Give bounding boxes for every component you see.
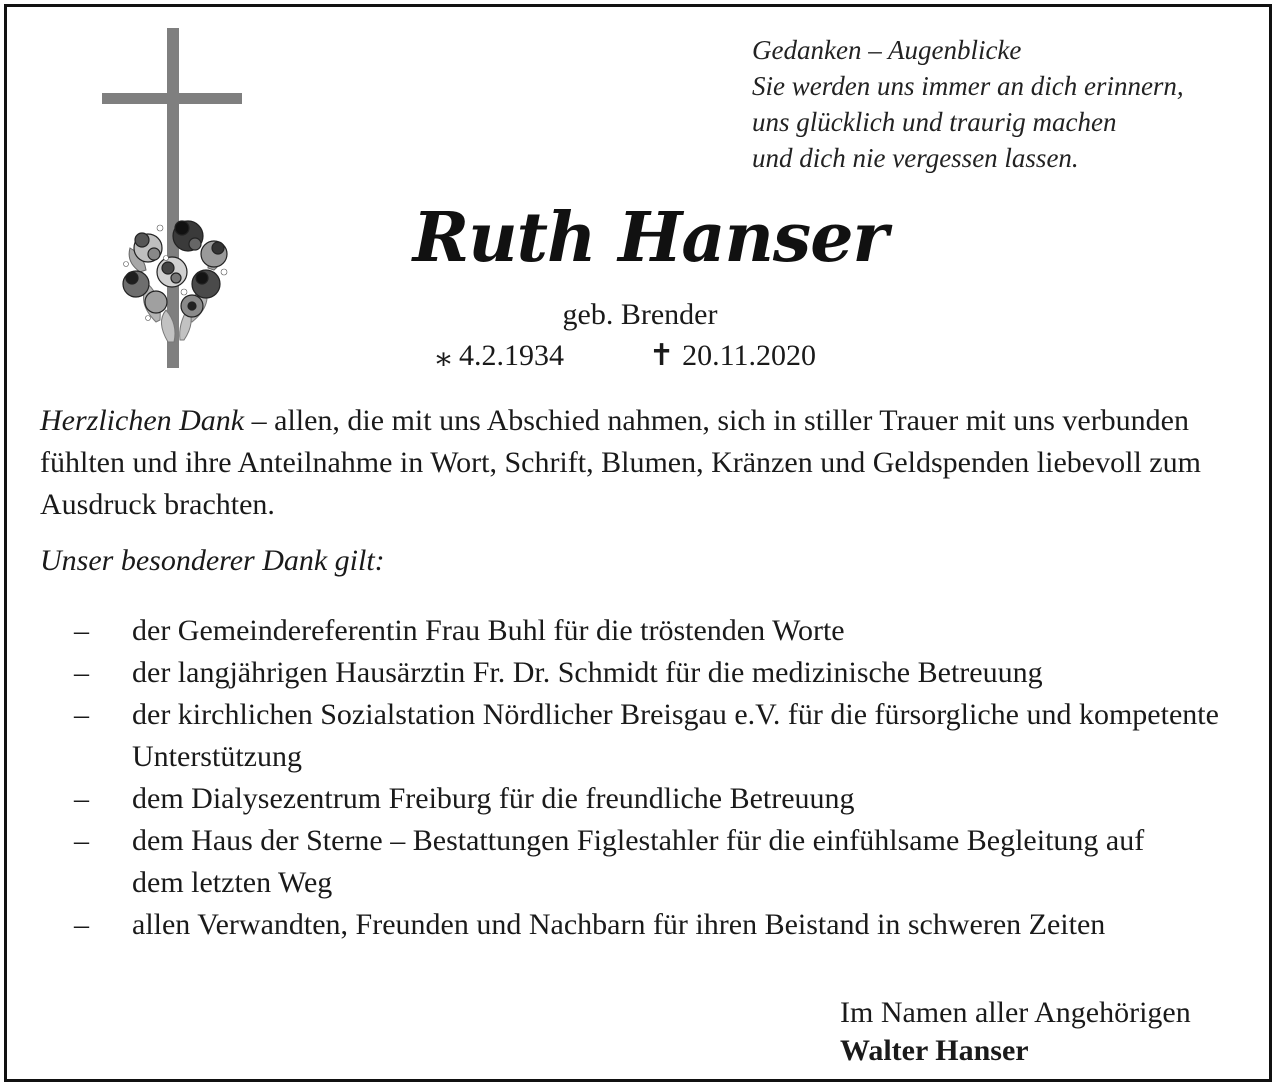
list-dash: – — [74, 908, 89, 941]
list-item — [40, 904, 1260, 946]
list-item-text: der kirchlichen Sozialstation Nördlicher Breisgau e.V. für die fürsorgliche und kompetente Unterstützung — [132, 698, 1219, 773]
list-item — [40, 652, 1260, 694]
deceased-name: Ruth Hanser — [412, 198, 888, 278]
special-thanks-heading: Unser besonderer Dank gilt: — [40, 544, 385, 577]
list-item — [40, 610, 1260, 652]
list-item-text: allen Verwandten, Freunden und Nachbarn für ihren Beistand in schweren Zeiten — [132, 908, 1106, 941]
list-item-text: der langjährigen Hausärztin Fr. Dr. Schmidt für die medizinische Betreuung — [132, 656, 1043, 689]
death-cross-icon: ✝ — [649, 339, 675, 372]
list-item-text: der Gemeindereferentin Frau Buhl für die tröstenden Worte — [132, 614, 845, 647]
list-dash: – — [74, 824, 89, 857]
list-dash: – — [74, 782, 89, 815]
list-item — [40, 694, 1242, 778]
list-item — [40, 778, 1260, 820]
signer-name: Walter Hanser — [840, 1034, 1029, 1067]
life-dates — [436, 338, 816, 373]
poem-line: Sie werden uns immer an dich erinnern, — [752, 71, 1184, 101]
maiden-name: geb. Brender — [562, 298, 718, 331]
birth-date: 4.2.1934 — [459, 339, 564, 372]
list-item-text: dem Dialysezentrum Freiburg für die freundliche Betreuung — [132, 782, 855, 815]
thanks-paragraph — [40, 400, 1250, 526]
thanks-text: – allen, die mit uns Abschied nahmen, sich in stiller Trauer mit uns verbunden fühlten und ihre Anteilnahme in Wort, Schrift, Blumen, Kränzen und Geldspenden liebevoll zum Ausdruck brachten. — [40, 404, 1201, 521]
poem-line: uns glücklich und traurig machen — [752, 107, 1117, 137]
poem-line: und dich nie vergessen lassen. — [752, 143, 1079, 173]
special-thanks-list — [40, 610, 1260, 946]
birth-star-icon: ⁎ — [436, 339, 451, 372]
list-item — [40, 820, 1172, 904]
list-dash: – — [74, 656, 89, 689]
list-dash: – — [74, 614, 89, 647]
death-date: 20.11.2020 — [682, 339, 817, 372]
thanks-lead: Herzlichen Dank — [40, 404, 245, 437]
list-dash: – — [74, 698, 89, 731]
list-item-text: dem Haus der Sterne – Bestattungen Figlestahler für die einfühlsame Begleitung auf dem letzten Weg — [132, 824, 1145, 899]
signature-line: Im Namen aller Angehörigen — [840, 996, 1191, 1029]
memorial-poem — [752, 32, 1184, 176]
signature-block — [840, 994, 1191, 1070]
poem-line: Gedanken – Augenblicke — [752, 35, 1022, 65]
